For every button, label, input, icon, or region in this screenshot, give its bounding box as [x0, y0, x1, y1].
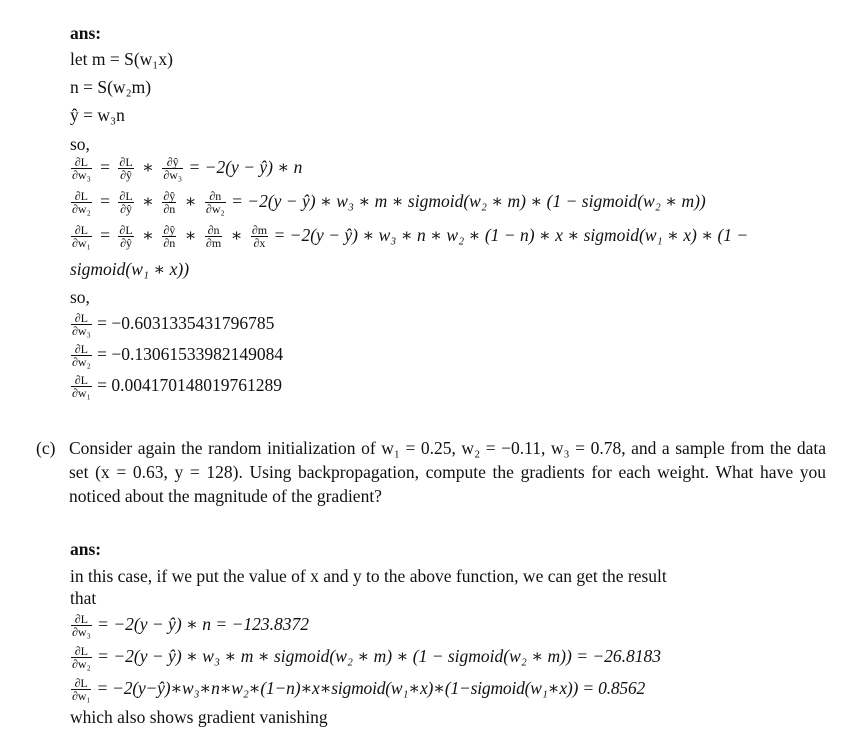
lhs-fraction: $\frac{\partial L}{\text{∂w₃}}$: [72, 311, 91, 339]
lhs-fraction: $\frac{\partial L}{\text{∂w₁}}$: [72, 373, 91, 401]
lhs-fraction: $\frac{\partial L}{\text{∂w₂}}$: [72, 342, 91, 370]
gradient-w1-continuation: sigmoid(w₁ ∗ x)): [70, 259, 190, 279]
lhs-fraction: $\frac{\partial L}{\text{∂w₂}}$: [72, 644, 91, 672]
lhs-fraction: $\frac{\partial L}{\text{∂w₁}}$: [72, 223, 91, 251]
ans-label-b: ans:: [70, 23, 102, 43]
result-w1-equation: [70, 677, 645, 702]
definition-m: let m = S(w₁x): [70, 49, 173, 69]
value-w3: = −0.6031335431796785: [97, 313, 275, 333]
answer-intro-line-2: that: [70, 588, 97, 608]
chain-fraction: $\frac{\partial L}{\partial ŷ}$: [119, 223, 133, 251]
gradient-expression: = −2(y − ŷ) ∗ w₃ ∗ m ∗ sigmoid(w₂ ∗ m) ∗ (1 − sigmoid(w₂ ∗ m)): [231, 191, 706, 211]
value-w1-equation: [70, 374, 282, 399]
gradient-expression: = −2(y − ŷ) ∗ w₃ ∗ n ∗ w₂ ∗ (1 − n) ∗ x ∗ sigmoid(w₁ ∗ x) ∗ (1 −: [273, 225, 749, 245]
chain-fraction: $\frac{\partial n}{\text{∂w₂}}$: [205, 189, 225, 217]
chain-fraction: $\frac{\partial ŷ}{\partial n}$: [163, 223, 176, 251]
gradient-w3-equation: $\frac{\partial L}{\text{∂w₃}}$ = $\frac{\partial L}{\partial ŷ}$ ∗ $\frac{\partial ŷ}{\text{∂w₃}}$ = −2(y − ŷ) ∗ n: [72, 155, 303, 183]
chain-fraction: $\frac{\partial ŷ}{\text{∂w₃}}$: [163, 155, 183, 183]
chain-fraction: $\frac{\partial ŷ}{\partial n}$: [163, 189, 176, 217]
question-label: (c): [36, 438, 56, 458]
result-w2-equation: [70, 645, 661, 670]
definition-yhat: ŷ = w₃n: [70, 105, 125, 125]
lhs-fraction: $\frac{\partial L}{\text{∂w₂}}$: [72, 189, 91, 217]
gradient-w2-equation: $\frac{\partial L}{\text{∂w₂}}$ = $\frac{\partial L}{\partial ŷ}$ ∗ $\frac{\partial ŷ}{\partial n}$ ∗ $\frac{\partial n}{\text{∂w₂}}$ = −2(y − ŷ) ∗ w₃ ∗ m ∗ sigmoid(w₂ ∗ m) ∗ (1 − sigmoid(w₂ ∗ m)): [72, 189, 706, 217]
result-w3: = −2(y − ŷ) ∗ n = −123.8372: [97, 614, 310, 634]
value-w3-equation: [70, 312, 274, 337]
question-text: Consider again the random initialization of w₁ = 0.25, w₂ = −0.11, w₃ = 0.78, and a sample from the data set (x = 0.63, y = 128). Using backpropagation, compute the gradients for each weight. What have you noticed about the magnitude of the gradient?: [69, 438, 826, 506]
gradient-expression: = −2(y − ŷ) ∗ n: [188, 157, 303, 177]
result-w2: = −2(y − ŷ) ∗ w₃ ∗ m ∗ sigmoid(w₂ ∗ m) ∗ (1 − sigmoid(w₂ ∗ m)) = −26.8183: [97, 646, 662, 666]
value-w2-equation: [70, 343, 283, 368]
conclusion-text: which also shows gradient vanishing: [70, 707, 328, 727]
ans-label-c: ans:: [70, 539, 102, 559]
question-c: [36, 436, 826, 508]
lhs-fraction: $\frac{\partial L}{\text{∂w₃}}$: [72, 612, 91, 640]
lhs-fraction: $\frac{\partial L}{\text{∂w₁}}$: [72, 676, 91, 704]
value-w1: = 0.004170148019761289: [97, 375, 283, 395]
chain-fraction: $\frac{\partial m}{\partial x}$: [251, 223, 268, 251]
result-w1: = −2(y−ŷ)∗w₃∗n∗w₂∗(1−n)∗x∗sigmoid(w₁∗x)∗(1−sigmoid(w₁∗x)) = 0.8562: [96, 678, 646, 698]
chain-fraction: $\frac{\partial L}{\partial ŷ}$: [119, 155, 133, 183]
chain-fraction: $\frac{\partial n}{\partial m}$: [205, 223, 222, 251]
chain-fraction: $\frac{\partial L}{\partial ŷ}$: [119, 189, 133, 217]
so-label-2: so,: [70, 287, 90, 307]
value-w2: = −0.13061533982149084: [97, 344, 284, 364]
definition-n: n = S(w₂m): [70, 77, 152, 97]
so-label-1: so,: [70, 134, 90, 154]
lhs-fraction: $\frac{\partial L}{\text{∂w₃}}$: [72, 155, 91, 183]
gradient-w1-equation: $\frac{\partial L}{\text{∂w₁}}$ = $\frac{\partial L}{\partial ŷ}$ ∗ $\frac{\partial ŷ}{\partial n}$ ∗ $\frac{\partial n}{\partial m}$ ∗ $\frac{\partial m}{\partial x}$ = −2(y − ŷ) ∗ w₃ ∗ n ∗ w₂ ∗ (1 − n) ∗ x ∗ sigmoid(w₁ ∗ x) ∗ (1 −: [72, 223, 749, 251]
answer-intro-line-1: in this case, if we put the value of x and y to the above function, we can get the result: [70, 566, 667, 586]
result-w3-equation: [70, 613, 309, 638]
